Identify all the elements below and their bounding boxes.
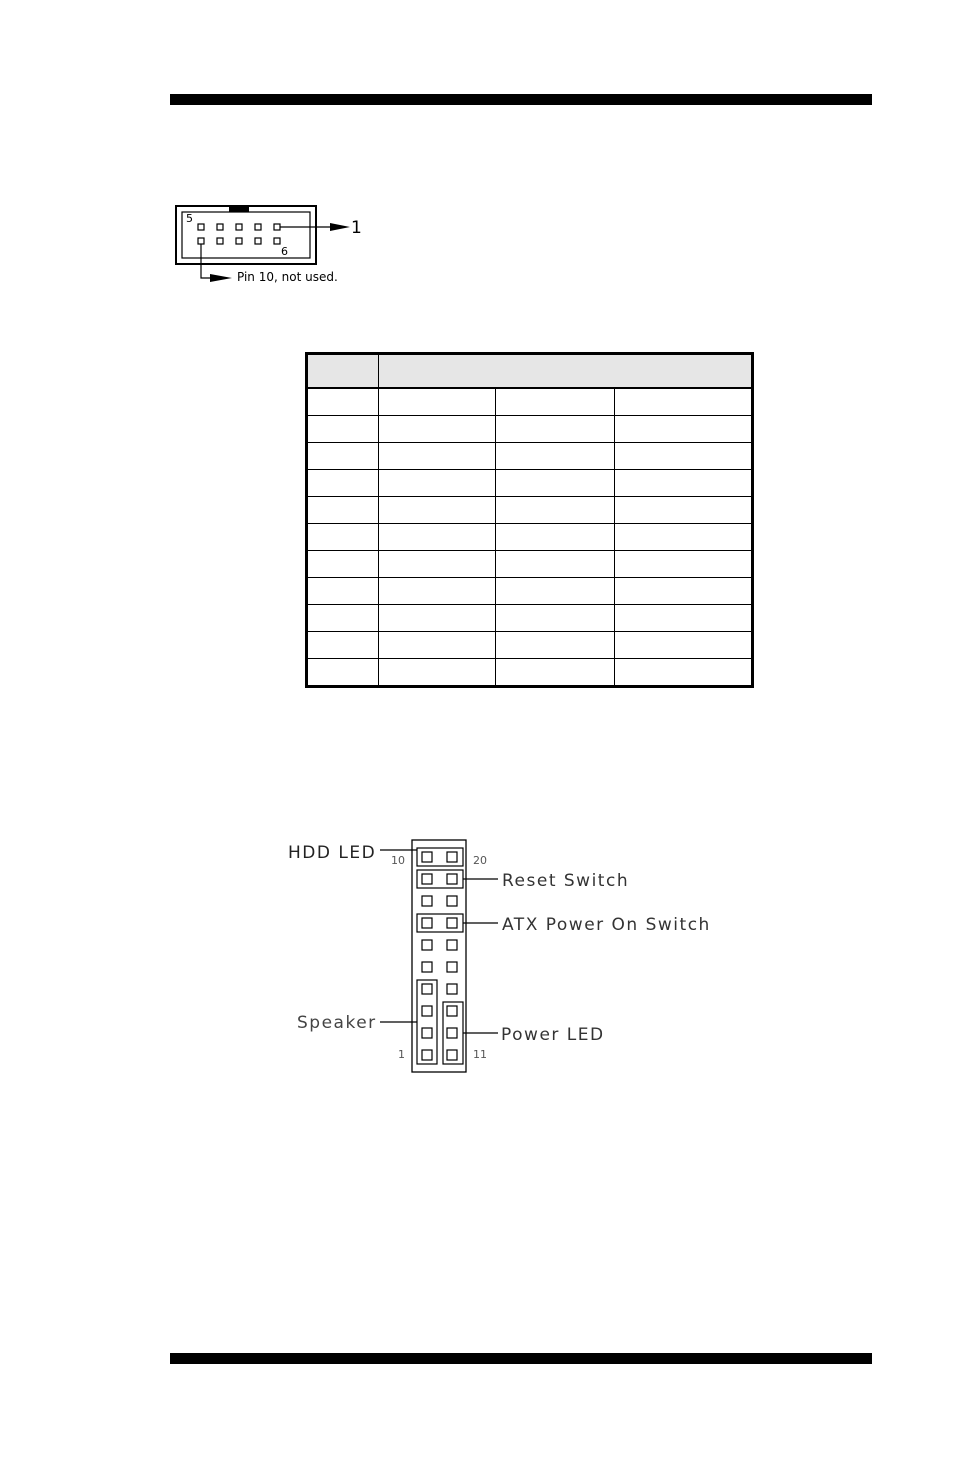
pin-row-bottom xyxy=(198,238,280,244)
top-rule xyxy=(170,94,872,105)
table-cell xyxy=(496,470,615,497)
table-cell xyxy=(496,388,615,416)
table-cell xyxy=(615,470,753,497)
pin-assignment-table xyxy=(305,352,754,688)
power-led-group-box xyxy=(443,1002,463,1064)
table-cell xyxy=(496,551,615,578)
table-row xyxy=(307,551,753,578)
table-row xyxy=(307,632,753,659)
table-cell xyxy=(379,416,496,443)
header-frame xyxy=(412,840,466,1072)
table-cell xyxy=(496,416,615,443)
table-cell xyxy=(307,632,379,659)
table-cell xyxy=(307,524,379,551)
table-cell xyxy=(615,632,753,659)
table-cell xyxy=(307,578,379,605)
pin-one-label: 1 xyxy=(351,218,362,238)
table-cell xyxy=(379,470,496,497)
power-led-label: Power LED xyxy=(501,1025,605,1045)
pin-ten-arrow xyxy=(210,274,232,282)
table-cell xyxy=(307,659,379,687)
hdd-led-group-box xyxy=(417,848,463,866)
table-cell xyxy=(379,578,496,605)
pin-number-10: 10 xyxy=(391,854,405,867)
table-cell xyxy=(615,524,753,551)
table-cell xyxy=(379,551,496,578)
table-cell xyxy=(496,524,615,551)
table-cell xyxy=(615,551,753,578)
header-cell xyxy=(379,354,753,389)
table-cell xyxy=(615,605,753,632)
pin-number-20: 20 xyxy=(473,854,487,867)
speaker-label: Speaker xyxy=(297,1013,377,1033)
table-row xyxy=(307,659,753,687)
table-row xyxy=(307,605,753,632)
pin-ten-callout: Pin 10, not used. xyxy=(237,270,338,284)
table-cell xyxy=(496,632,615,659)
table-cell xyxy=(496,578,615,605)
table-cell xyxy=(307,551,379,578)
table-cell xyxy=(496,497,615,524)
front-panel-header-diagram xyxy=(270,830,740,1080)
table-cell xyxy=(307,605,379,632)
table-cell xyxy=(615,659,753,687)
reset-switch-label: Reset Switch xyxy=(502,871,630,891)
table-header-row xyxy=(307,354,753,389)
atx-power-on-switch-label: ATX Power On Switch xyxy=(502,915,711,935)
pin-one-arrow xyxy=(330,223,350,231)
table-row xyxy=(307,497,753,524)
table-row xyxy=(307,388,753,416)
reset-switch-group-box xyxy=(417,870,463,888)
table-cell xyxy=(307,470,379,497)
table-cell xyxy=(307,388,379,416)
pin-grid xyxy=(422,852,457,1060)
table-cell xyxy=(379,659,496,687)
speaker-group-box xyxy=(417,980,437,1064)
table-cell xyxy=(615,416,753,443)
table-cell xyxy=(379,524,496,551)
table-row xyxy=(307,443,753,470)
table-cell xyxy=(496,605,615,632)
table-cell xyxy=(307,443,379,470)
table-cell xyxy=(379,605,496,632)
table-cell xyxy=(379,497,496,524)
pin-number-1: 1 xyxy=(398,1048,405,1061)
table-cell xyxy=(307,497,379,524)
header-key-notch xyxy=(229,206,249,212)
pin-ten-leader xyxy=(201,244,212,278)
pin-row-top xyxy=(198,224,280,230)
table-cell xyxy=(615,388,753,416)
header-outer-frame xyxy=(176,206,316,264)
usb-header-diagram xyxy=(170,198,370,288)
table-row xyxy=(307,524,753,551)
table-cell xyxy=(496,659,615,687)
table-cell xyxy=(496,443,615,470)
table-row xyxy=(307,470,753,497)
table-cell xyxy=(379,443,496,470)
table-cell xyxy=(615,497,753,524)
header-cell xyxy=(307,354,379,389)
table-cell xyxy=(615,578,753,605)
bottom-rule xyxy=(170,1353,872,1364)
pin-label-5: 5 xyxy=(186,212,193,225)
table-cell xyxy=(379,388,496,416)
table-row xyxy=(307,416,753,443)
table-cell xyxy=(615,443,753,470)
pin-label-6: 6 xyxy=(281,245,288,258)
table-cell xyxy=(307,416,379,443)
power-switch-group-box xyxy=(417,914,463,932)
table-cell xyxy=(379,632,496,659)
hdd-led-label: HDD LED xyxy=(288,843,377,863)
table-row xyxy=(307,578,753,605)
pin-number-11: 11 xyxy=(473,1048,487,1061)
